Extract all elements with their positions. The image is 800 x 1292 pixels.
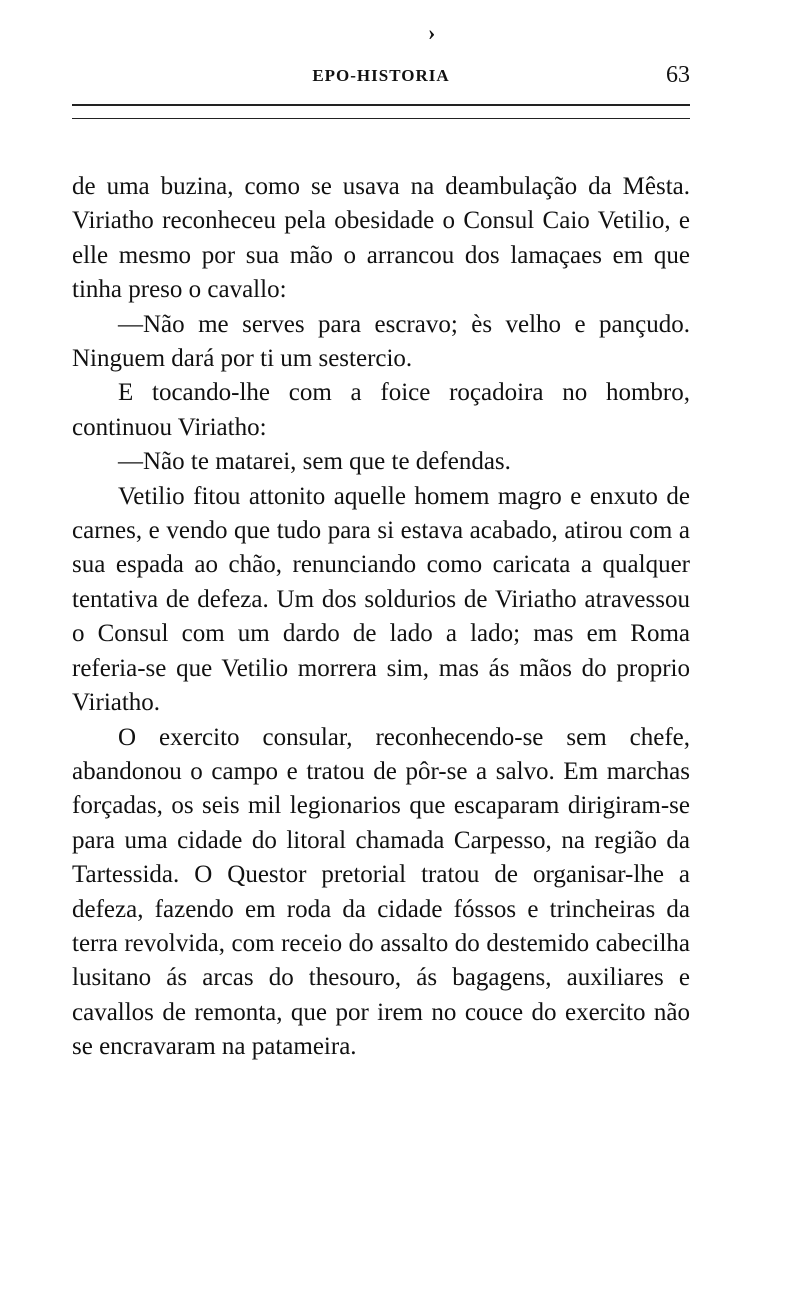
header-rule-top	[72, 104, 690, 106]
running-header	[72, 62, 690, 92]
paragraph: —Não me serves para escravo; ès velho e pançudo. Ninguem dará por ti um sestercio.	[72, 310, 690, 373]
body-text	[72, 170, 690, 1065]
paragraph: —Não te matarei, sem que te defendas.	[118, 448, 511, 476]
paragraph: de uma buzina, como se usava na deambulação da Mêsta. Viriatho reconheceu pela obesidade o Consul Caio Vetilio, e elle mesmo por sua mão o arrancou dos lamaçaes em que tinha preso o cavallo:	[72, 173, 690, 304]
stray-print-mark: ›	[428, 20, 436, 45]
paragraph: E tocando-lhe com a foice roçadoira no hombro, continuou Viriatho:	[72, 379, 690, 441]
paragraph: Vetilio fitou attonito aquelle homem magro e enxuto de carnes, e vendo que tudo para si estava acabado, atirou com a sua espada ao chão, renunciando como caricata a qualquer tentativa de defeza. Um dos soldurios de Viriatho atravessou o Consul com um dardo de lado a lado; mas em Roma referia-se que Vetilio morrera sim, mas ás mãos do proprio Viriatho.	[72, 482, 690, 717]
paragraph: O exercito consular, reconhecendo-se sem chefe, abandonou o campo e tratou de pôr-se a salvo. Em marchas forçadas, os seis mil legionarios que escaparam dirigiram-se para uma cidade do litoral chamada Carpesso, na região da Tartessida. O Questor pretorial tratou de organisar-lhe a defeza, fazendo em roda da cidade fóssos e trincheiras da terra revolvida, com receio do assalto do destemido cabecilha lusitano ás arcas do thesouro, ás bagagens, auxiliares e cavallos de remonta, que por irem no couce do exercito não se encravaram na patameira.	[72, 723, 690, 1061]
header-rule-bottom	[72, 118, 690, 119]
running-title: EPO-HISTORIA	[312, 66, 450, 85]
page-number: 63	[666, 62, 690, 88]
